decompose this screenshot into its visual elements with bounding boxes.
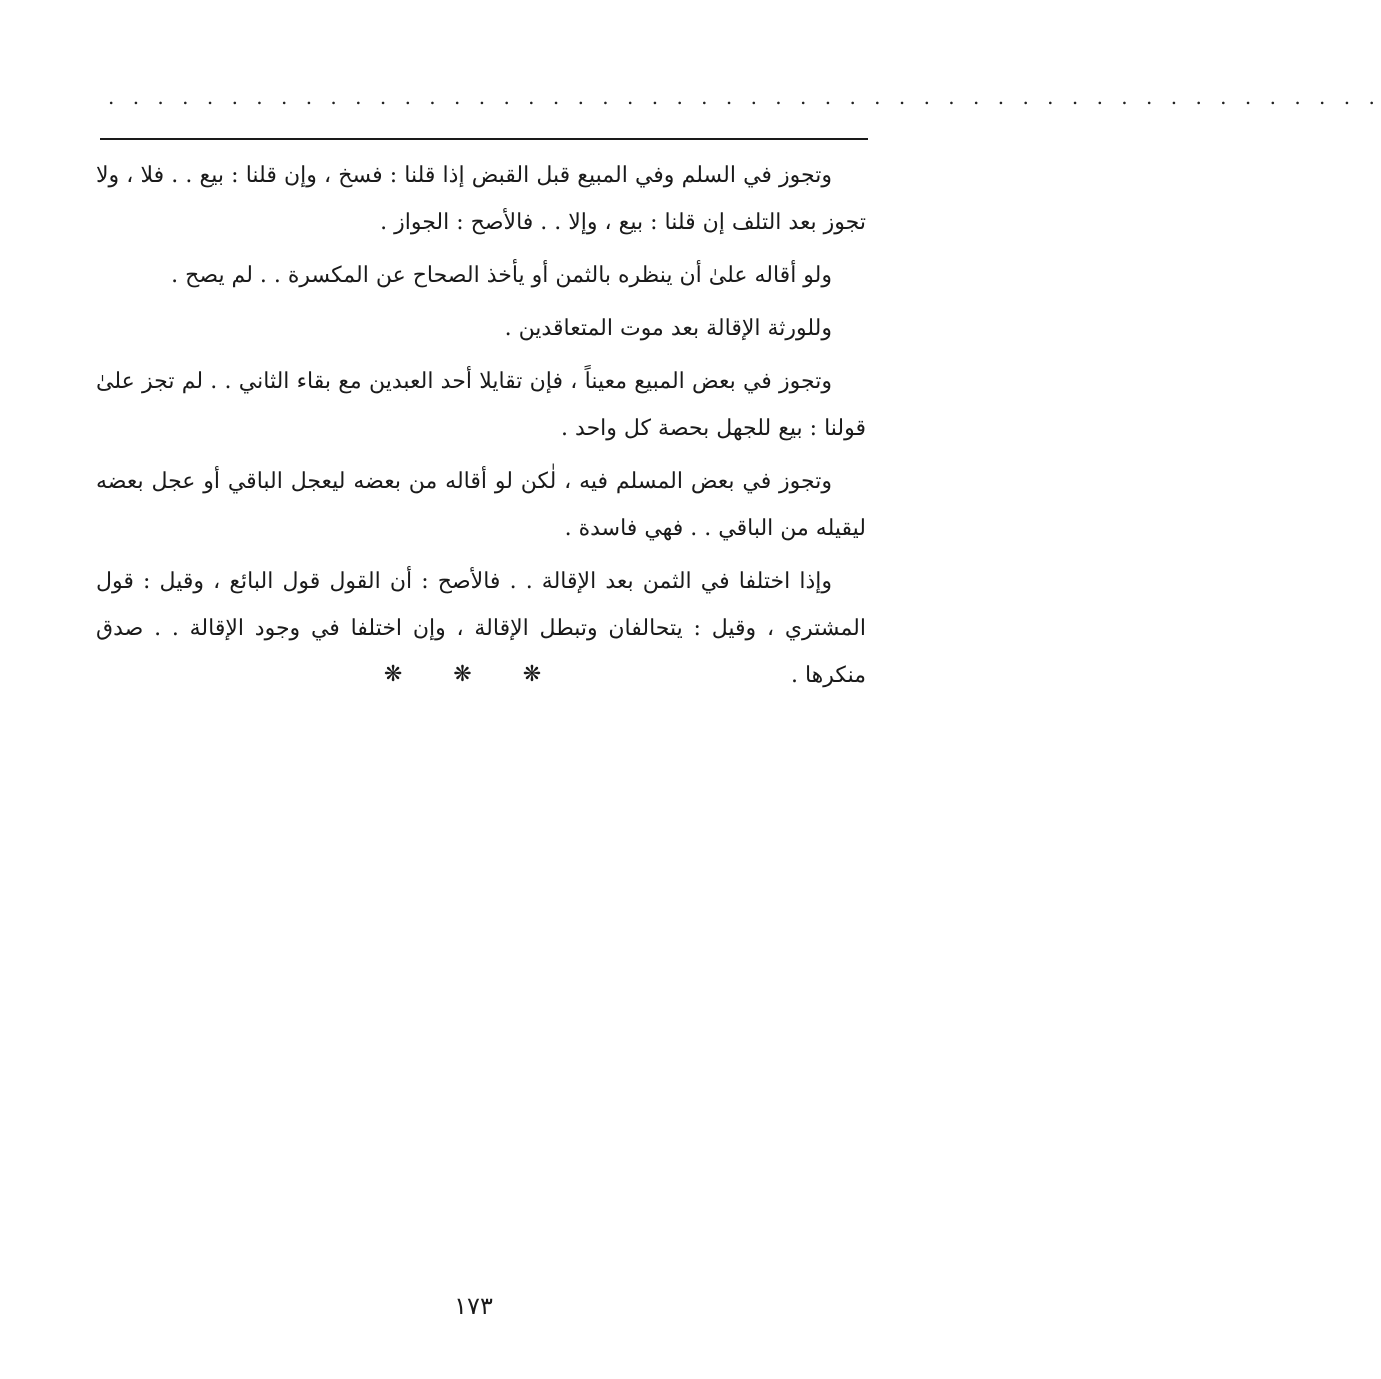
paragraph-1: وتجوز في السلم وفي المبيع قبل القبض إذا قلنا : فسخ ، وإن قلنا : بيع . . فلا ، ولا تجوز بعد التلف إن قلنا : بيع ، وإلا . . فالأصح : الجواز .	[96, 163, 866, 235]
section-separator: ❋ ❋ ❋	[383, 662, 564, 687]
running-header-dots: . . . . . . . . . . . . . . . . . . . . . . . . . . . . . . . . . . . . . . . . . . . . . . . . . . . .	[108, 85, 1381, 109]
paragraph-6: وإذا اختلفا في الثمن بعد الإقالة . . فالأصح : أن القول قول البائع ، وقيل : قول المشتري ، وقيل : يتحالفان وتبطل الإقالة ، وإن اختلفا في وجود الإقالة . . صدق منكرها .	[96, 569, 866, 688]
header-rule	[100, 138, 868, 140]
paragraph-5: وتجوز في بعض المسلم فيه ، لٰكن لو أقاله من بعضه ليعجل الباقي أو عجل بعضه ليقيله من الباقي . . فهي فاسدة .	[96, 469, 866, 541]
main-text	[96, 152, 866, 705]
paragraph-3: وللورثة الإقالة بعد موت المتعاقدين .	[504, 316, 832, 341]
page-number: ١٧٣	[454, 1292, 493, 1320]
paragraph-4: وتجوز في بعض المبيع معيناً ، فإن تقايلا أحد العبدين مع بقاء الثاني . . لم تجز علىٰ قولنا : بيع للجهل بحصة كل واحد .	[96, 369, 866, 441]
paragraph-2: ولو أقاله علىٰ أن ينظره بالثمن أو يأخذ الصحاح عن المكسرة . . لم يصح .	[171, 263, 832, 288]
